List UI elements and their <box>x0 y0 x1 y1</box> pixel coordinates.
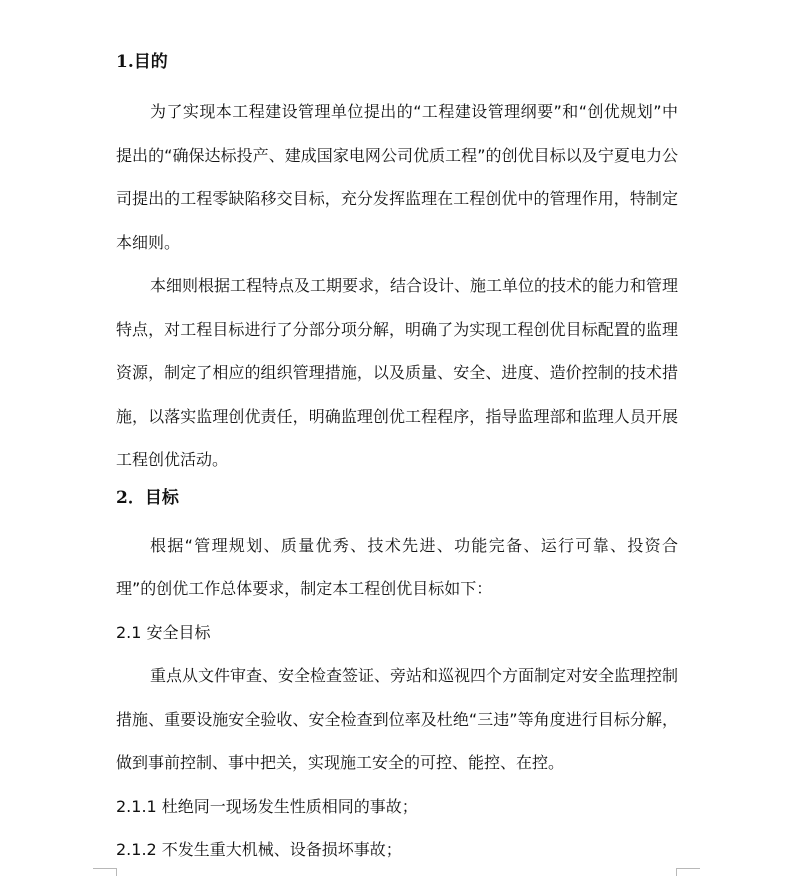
paragraph-purpose-1: 为了实现本工程建设管理单位提出的“工程建设管理纲要”和“创优规划”中提出的“确保达标投产、建成国家电网公司优质工程”的创优目标以及宁夏电力公司提出的工程零缺陷移交目标，充分发挥监理在工程创优中的管理作用，特制定本细则。 <box>116 102 678 252</box>
paragraph-goals-intro: 根据“管理规划、质量优秀、技术先进、功能完备、运行可靠、投资合理”的创优工作总体要求，制定本工程创优目标如下： <box>116 535 678 598</box>
crop-mark-bottom-right-horizontal <box>676 868 700 869</box>
subsection-heading-safety: 2.1 安全目标 <box>116 622 211 642</box>
section-heading-goals: 2．目标 <box>116 487 179 508</box>
document-body <box>116 48 678 872</box>
paragraph-safety: 重点从文件审查、安全检查签证、旁站和巡视四个方面制定对安全监理控制措施、重要设施安全验收、安全检查到位率及杜绝“三违”等角度进行目标分解，做到事前控制、事中把关，实现施工安全的可控、能控、在控。 <box>116 666 679 772</box>
crop-mark-bottom-left-horizontal <box>93 868 117 869</box>
list-item-2-1-2: 2.1.2 不发生重大机械、设备损坏事故； <box>116 840 402 859</box>
paragraph-purpose-2: 本细则根据工程特点及工期要求，结合设计、施工单位的技术的能力和管理特点，对工程目标进行了分部分项分解，明确了为实现工程创优目标配置的监理资源，制定了相应的组织管理措施，以及质量、安全、进度、造价控制的技术措施，以落实监理创优责任，明确监理创优工程程序，指导监理部和监理人员开展工程创优活动。 <box>116 276 679 469</box>
list-item-2-1-1: 2.1.1 杜绝同一现场发生性质相同的事故； <box>116 796 418 816</box>
section-heading-purpose: 1.目的 <box>116 52 168 72</box>
